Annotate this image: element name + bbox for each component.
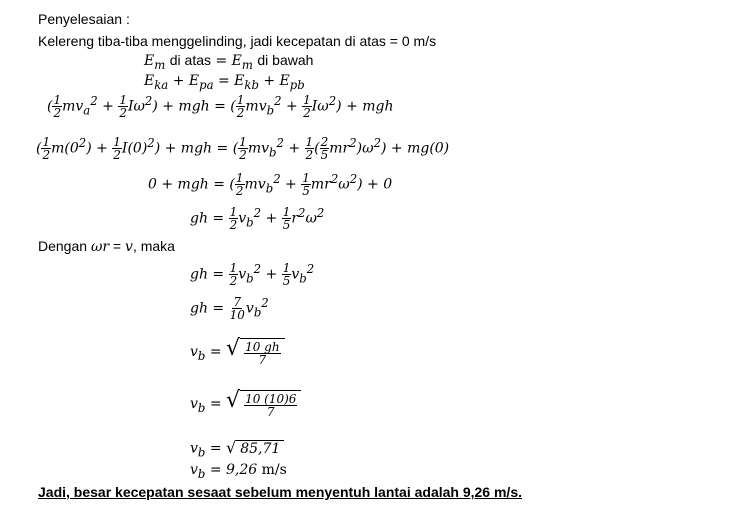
intro-text: Kelereng tiba-tiba menggelinding, jadi kecepatan di atas = 0 m/s — [38, 33, 437, 49]
condition-text: Dengan ωr = v, maka — [38, 238, 175, 255]
equation-9: $v_b$ = √ $\frac{10 gh}{7}$ — [190, 338, 285, 366]
equation-1: $E_m$ di atas = $E_m$ di bawah — [144, 52, 314, 72]
heading: Penyelesaian : — [38, 11, 130, 27]
equation-3: ( $\frac{1}{2}$ $mv_a^2$ + $\frac{1}{2}$ $I\omega^2$) + mgh = ( $\frac{1}{2}$ $mv_b^2$ + $\frac{1}{2}$ $I\omega^2$) + mgh — [47, 93, 394, 121]
equation-2: $E_{ka} + E_{pa} = E_{kb} + E_{pb}$ — [144, 73, 305, 92]
conclusion-text: Jadi, besar kecepatan sesaat sebelum menyentuh lantai adalah 9,26 m/s. — [38, 484, 522, 500]
equation-5: 0 + mgh = ( $\frac{1}{2}$ $mv_b^2$ + $\frac{1}{5}$ $mr^2\omega^2) + 0$ — [148, 171, 393, 199]
equation-7: gh = $\frac{1}{2}$ $v_b^2$ + $\frac{1}{5}$ $v_b^2$ — [190, 261, 315, 289]
equation-8: gh = $\frac{7}{10}$ $v_b^2$ — [190, 295, 269, 323]
equation-11: $v_b$ = √ 85,71 — [190, 440, 284, 459]
equation-12: $v_b = 9,26$ m/s — [190, 462, 287, 481]
equation-10: $v_b$ = √ $\frac{10 (10)6}{7}$ — [190, 390, 301, 418]
equation-6: gh = $\frac{1}{2}$ $v_b^2$ + $\frac{1}{5}$ $r^2\omega^2$ — [190, 205, 325, 233]
equation-4: ( $\frac{1}{2}$ $m(0^2)$ + $\frac{1}{2}$ $I(0)^2$) + mgh = ( $\frac{1}{2}$ $mv_b^2$ + $\frac{1}{2}$ ( $\frac{2}{5}$ $mr^2)\omega^2) + mg(0)$ — [36, 135, 450, 163]
